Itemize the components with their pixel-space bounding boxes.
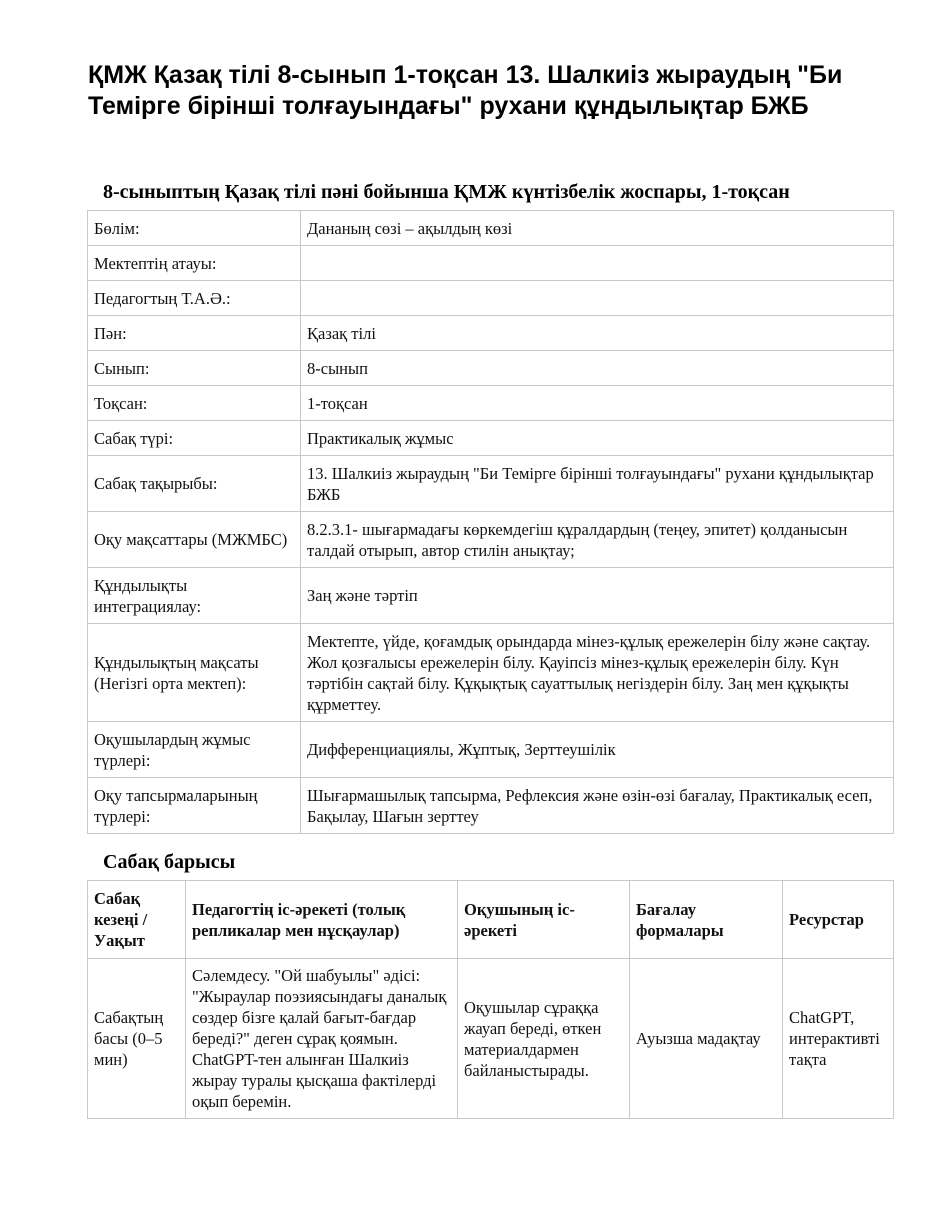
lesson-row (88, 959, 894, 1119)
info-label: Құндылықты интеграциялау: (88, 568, 301, 624)
info-value: Практикалық жұмыс (301, 421, 894, 456)
info-value: Заң және тәртіп (301, 568, 894, 624)
header-resources: Ресурстар (783, 881, 894, 959)
info-row (88, 421, 894, 456)
info-row (88, 316, 894, 351)
info-row (88, 246, 894, 281)
info-row (88, 624, 894, 722)
header-stage-time: Сабақ кезеңі / Уақыт (88, 881, 186, 959)
student-action-cell: Оқушылар сұраққа жауап береді, өткен материалдармен байланыстырады. (458, 959, 630, 1119)
assessment-cell: Ауызша мадақтау (630, 959, 783, 1119)
info-value: 8.2.3.1- шығармадағы көркемдегіш құралдардың (теңеу, эпитет) қолданысын талдай отырып, автор стилін анықтау; (301, 512, 894, 568)
header-student-actions: Оқушының іс-әрекеті (458, 881, 630, 959)
info-row (88, 351, 894, 386)
info-label: Сабақ түрі: (88, 421, 301, 456)
info-label: Оқу тапсырмаларының түрлері: (88, 778, 301, 834)
info-value: 1-тоқсан (301, 386, 894, 421)
info-value: Дифференциациялы, Жұптық, Зерттеушілік (301, 722, 894, 778)
resources-cell: ChatGPT, интерактивті тақта (783, 959, 894, 1119)
info-row (88, 722, 894, 778)
document-title: ҚМЖ Қазақ тілі 8-сынып 1-тоқсан 13. Шалкиіз жыраудың "Би Темірге бірінші толғауындағы" рухани құндылықтар БЖБ (88, 61, 843, 120)
info-value: Шығармашылық тапсырма, Рефлексия және өзін-өзі бағалау, Практикалық есеп, Бақылау, Шағын зерттеу (301, 778, 894, 834)
info-value (301, 246, 894, 281)
lesson-flow-table (87, 880, 894, 1119)
info-row (88, 456, 894, 512)
info-value: Қазақ тілі (301, 316, 894, 351)
info-label: Мектептің атауы: (88, 246, 301, 281)
info-row (88, 211, 894, 246)
info-label: Оқу мақсаттары (МЖМБС) (88, 512, 301, 568)
info-row (88, 568, 894, 624)
info-row (88, 386, 894, 421)
lesson-header-row (88, 881, 894, 959)
info-label: Тоқсан: (88, 386, 301, 421)
info-label: Педагогтың Т.А.Ә.: (88, 281, 301, 316)
header-assessment: Бағалау формалары (630, 881, 783, 959)
info-label: Құндылықтың мақсаты (Негізгі орта мектеп): (88, 624, 301, 722)
info-row (88, 778, 894, 834)
info-value: 8-сынып (301, 351, 894, 386)
lesson-heading: Сабақ барысы (103, 851, 236, 873)
lesson-info-table (87, 210, 894, 834)
plan-heading: 8-сыныптың Қазақ тілі пәні бойынша ҚМЖ күнтізбелік жоспары, 1-тоқсан (103, 181, 790, 203)
teacher-action-cell: Сәлемдесу. "Ой шабуылы" әдісі: "Жыраулар поэзиясындағы даналық сөздер бізге қалай бағыт-бағдар береді?" деген сұрақ қоямын. ChatGPT-тен алынған Шалкиіз жырау туралы қысқаша фактілерді оқып беремін. (186, 959, 458, 1119)
header-teacher-actions: Педагогтің іс-әрекеті (толық репликалар мен нұсқаулар) (186, 881, 458, 959)
info-label: Пән: (88, 316, 301, 351)
info-label: Оқушылардың жұмыс түрлері: (88, 722, 301, 778)
info-value (301, 281, 894, 316)
info-row (88, 512, 894, 568)
info-label: Бөлім: (88, 211, 301, 246)
info-value: Дананың сөзі – ақылдың көзі (301, 211, 894, 246)
stage-cell: Сабақтың басы (0–5 мин) (88, 959, 186, 1119)
info-label: Сынып: (88, 351, 301, 386)
info-value: Мектепте, үйде, қоғамдық орындарда мінез-құлық ережелерін білу және сақтау. Жол қозғалысы ережелерін білу. Қауіпсіз мінез-құлық ережелерін білу. Күн тәртібін сақтай білу. Құқықтық сауаттылық негіздерін білу. Заң мен құқықты құрметтеу. (301, 624, 894, 722)
info-row (88, 281, 894, 316)
info-value: 13. Шалкиіз жыраудың "Би Темірге бірінші толғауындағы" рухани құндылықтар БЖБ (301, 456, 894, 512)
info-label: Сабақ тақырыбы: (88, 456, 301, 512)
